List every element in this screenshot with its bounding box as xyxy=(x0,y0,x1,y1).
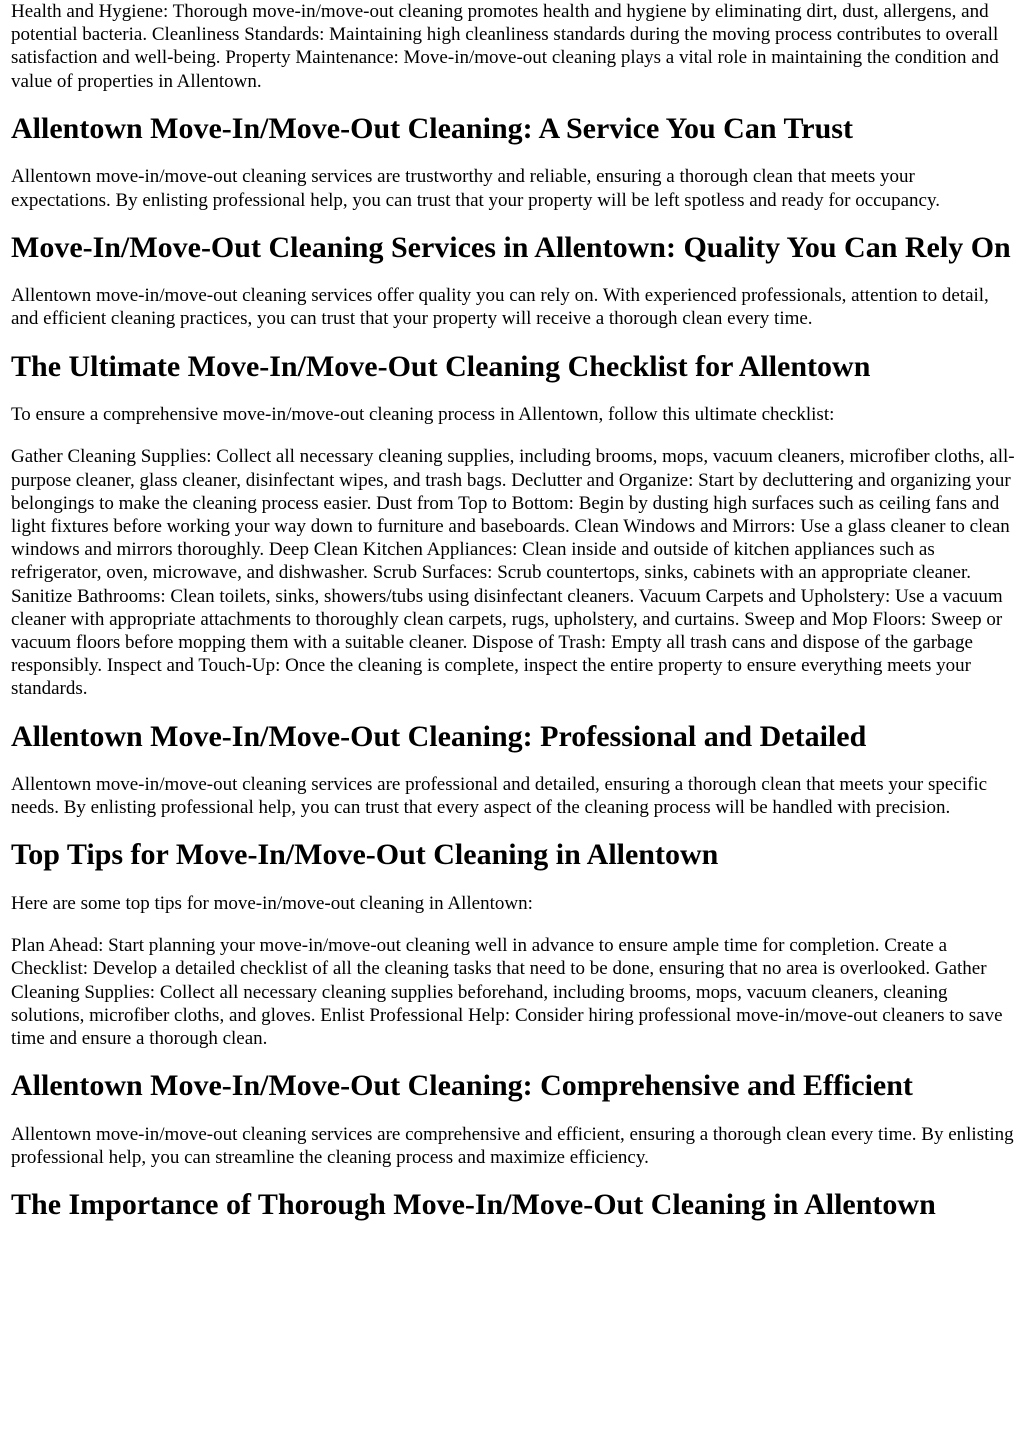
section-paragraph-quality: Allentown move-in/move-out cleaning services offer quality you can rely on. With experienced professionals, attention to detail, and efficient cleaning practices, you can trust that your property will receive a thorough clean every time. xyxy=(11,285,989,330)
section-heading-professional: Allentown Move-In/Move-Out Cleaning: Professional and Detailed xyxy=(11,719,867,753)
section-heading-quality: Move-In/Move-Out Cleaning Services in Allentown: Quality You Can Rely On xyxy=(11,230,1011,264)
section-heading-tips: Top Tips for Move-In/Move-Out Cleaning in Allentown xyxy=(11,838,719,872)
section-heading-comprehensive: Allentown Move-In/Move-Out Cleaning: Comprehensive and Efficient xyxy=(11,1069,913,1103)
section-paragraph-tips-intro: Here are some top tips for move-in/move-out cleaning in Allentown: xyxy=(11,892,533,914)
section-heading-importance: The Importance of Thorough Move-In/Move-Out Cleaning in Allentown xyxy=(11,1188,936,1222)
section-paragraph-checklist-intro: To ensure a comprehensive move-in/move-out cleaning process in Allentown, follow this ultimate checklist: xyxy=(11,404,835,426)
section-paragraph-checklist-items: Gather Cleaning Supplies: Collect all necessary cleaning supplies, including brooms, mops, vacuum cleaners, microfiber cloths, all-purpose cleaner, glass cleaner, disinfectant wipes, and trash bags. Declutter and Organize: Start by decluttering and organizing your belongings to make the cleaning process easier. Dust from Top to Bottom: Begin by dusting high surfaces such as ceiling fans and light fixtures before working your way down to furniture and baseboards. Clean Windows and Mirrors: Use a glass cleaner to clean windows and mirrors thoroughly. Deep Clean Kitchen Appliances: Clean inside and outside of kitchen appliances such as refrigerator, oven, microwave, and dishwasher. Scrub Surfaces: Scrub countertops, sinks, cabinets with an appropriate cleaner. Sanitize Bathrooms: Clean toilets, sinks, showers/tubs using disinfectant cleaners. Vacuum Carpets and Upholstery: Use a vacuum cleaner with appropriate attachments to thoroughly clean carpets, rugs, upholstery, and curtains. Sweep and Mop Floors: Sweep or vacuum floors before mopping them with a suitable cleaner. Dispose of Trash: Empty all trash cans and dispose of the garbage responsibly. Inspect and Touch-Up: Once the cleaning is complete, inspect the entire property to ensure everything meets your standards. xyxy=(11,446,1015,700)
intro-paragraph: Health and Hygiene: Thorough move-in/move-out cleaning promotes health and hygiene by eliminating dirt, dust, allergens, and potential bacteria. Cleanliness Standards: Maintaining high cleanliness standards during the moving process contributes to overall satisfaction and well-being. Property Maintenance: Move-in/move-out cleaning plays a vital role in maintaining the condition and value of properties in Allentown. xyxy=(11,1,999,92)
section-heading-checklist: The Ultimate Move-In/Move-Out Cleaning Checklist for Allentown xyxy=(11,349,871,383)
section-paragraph-comprehensive: Allentown move-in/move-out cleaning services are comprehensive and efficient, ensuring a thorough clean every time. By enlisting professional help, you can streamline the cleaning process and maximize efficiency. xyxy=(11,1123,1014,1168)
section-heading-trust: Allentown Move-In/Move-Out Cleaning: A Service You Can Trust xyxy=(11,111,853,145)
section-paragraph-trust: Allentown move-in/move-out cleaning services are trustworthy and reliable, ensuring a thorough clean that meets your expectations. By enlisting professional help, you can trust that your property will be left spotless and ready for occupancy. xyxy=(11,166,940,211)
section-paragraph-professional: Allentown move-in/move-out cleaning services are professional and detailed, ensuring a thorough clean that meets your specific needs. By enlisting professional help, you can trust that every aspect of the cleaning process will be handled with precision. xyxy=(11,774,988,819)
section-paragraph-tips-items: Plan Ahead: Start planning your move-in/move-out cleaning well in advance to ensure ample time for completion. Create a Checklist: Develop a detailed checklist of all the cleaning tasks that need to be done, ensuring that no area is overlooked. Gather Cleaning Supplies: Collect all necessary cleaning supplies beforehand, including brooms, mops, vacuum cleaners, cleaning solutions, microfiber cloths, and gloves. Enlist Professional Help: Consider hiring professional move-in/move-out cleaners to save time and ensure a thorough clean. xyxy=(11,935,1003,1049)
